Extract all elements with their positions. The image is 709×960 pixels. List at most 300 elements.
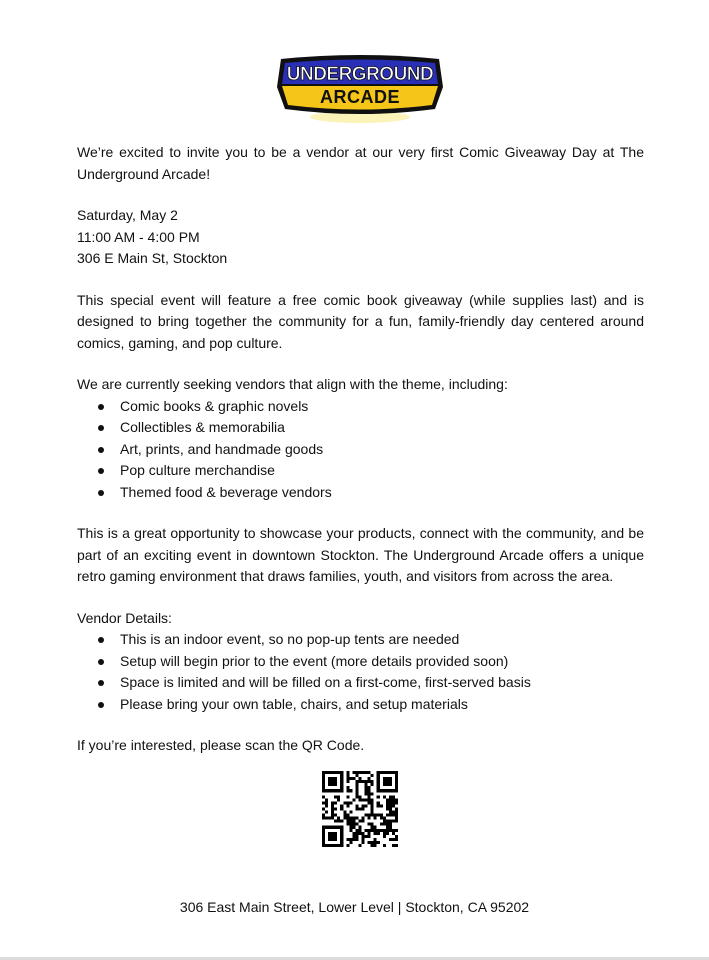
- qr-module: [392, 811, 395, 814]
- qr-module: [392, 798, 395, 801]
- qr-module: [383, 829, 386, 832]
- qr-module: [340, 780, 343, 783]
- qr-module: [334, 795, 337, 798]
- qr-module: [368, 829, 371, 832]
- opportunity-paragraph: This is a great opportunity to showcase your products, connect with the community, and be part of an exciting event in downtown Stockton. The Underground Arcade offers a unique retro gaming environment that draws families, youth, and visitors from across the area.: [77, 525, 644, 584]
- qr-module: [358, 795, 361, 798]
- qr-module: [383, 844, 386, 847]
- qr-module: [377, 780, 380, 783]
- qr-module: [377, 783, 380, 786]
- qr-module: [368, 792, 371, 795]
- qr-module: [331, 814, 334, 817]
- qr-module: [362, 798, 365, 801]
- qr-module: [389, 771, 392, 774]
- qr-module: [343, 814, 346, 817]
- qr-module: [322, 817, 325, 820]
- qr-module: [395, 835, 398, 838]
- qr-module: [395, 774, 398, 777]
- qr-module: [371, 783, 374, 786]
- qr-module: [358, 832, 361, 835]
- qr-module: [340, 786, 343, 789]
- qr-module: [346, 774, 349, 777]
- qr-module: [340, 804, 343, 807]
- qr-module: [386, 832, 389, 835]
- qr-module: [340, 771, 343, 774]
- list-item-text: Setup will begin prior to the event (more details provided soon): [120, 652, 509, 669]
- qr-module: [322, 829, 325, 832]
- qr-module: [355, 771, 358, 774]
- qr-module: [380, 789, 383, 792]
- qr-module: [328, 780, 331, 783]
- qr-module: [389, 777, 392, 780]
- qr-module: [352, 798, 355, 801]
- qr-module: [331, 832, 334, 835]
- qr-module: [371, 829, 374, 832]
- qr-module: [334, 783, 337, 786]
- qr-module: [331, 804, 334, 807]
- qr-module: [377, 795, 380, 798]
- qr-module: [346, 838, 349, 841]
- qr-module: [392, 820, 395, 823]
- qr-module: [352, 826, 355, 829]
- qr-module: [386, 798, 389, 801]
- event-time: 11:00 AM - 4:00 PM: [77, 228, 200, 245]
- qr-module: [322, 786, 325, 789]
- qr-module: [337, 820, 340, 823]
- qr-module: [346, 817, 349, 820]
- qr-module: [328, 789, 331, 792]
- qr-module: [352, 820, 355, 823]
- qr-module: [386, 801, 389, 804]
- qr-module: [377, 771, 380, 774]
- qr-code[interactable]: [322, 771, 398, 847]
- qr-module: [331, 771, 334, 774]
- qr-module: [386, 826, 389, 829]
- qr-module: [380, 829, 383, 832]
- qr-module: [395, 829, 398, 832]
- qr-module: [371, 780, 374, 783]
- qr-module: [374, 817, 377, 820]
- qr-module: [349, 777, 352, 780]
- qr-module: [325, 817, 328, 820]
- qr-module: [346, 777, 349, 780]
- qr-module: [322, 780, 325, 783]
- qr-module: [331, 807, 334, 810]
- qr-module: [346, 804, 349, 807]
- qr-module: [383, 771, 386, 774]
- qr-module: [371, 792, 374, 795]
- qr-module: [392, 789, 395, 792]
- qr-module: [349, 811, 352, 814]
- qr-module: [362, 780, 365, 783]
- cta-text: If you’re interested, please scan the QR Code.: [77, 737, 365, 753]
- qr-module: [322, 838, 325, 841]
- qr-module: [355, 817, 358, 820]
- qr-module: [355, 823, 358, 826]
- qr-module: [365, 798, 368, 801]
- qr-module: [340, 789, 343, 792]
- qr-module: [334, 820, 337, 823]
- qr-module: [325, 826, 328, 829]
- qr-module: [386, 780, 389, 783]
- qr-module: [331, 780, 334, 783]
- qr-module: [355, 780, 358, 783]
- qr-module: [395, 817, 398, 820]
- qr-module: [368, 801, 371, 804]
- qr-module: [346, 814, 349, 817]
- qr-module: [355, 786, 358, 789]
- qr-module: [358, 777, 361, 780]
- qr-module: [328, 826, 331, 829]
- qr-module: [377, 777, 380, 780]
- list-item: [77, 629, 644, 651]
- qr-module: [362, 841, 365, 844]
- qr-module: [374, 841, 377, 844]
- qr-module: [389, 789, 392, 792]
- qr-module: [349, 823, 352, 826]
- qr-module: [328, 838, 331, 841]
- qr-module: [392, 814, 395, 817]
- qr-module: [383, 789, 386, 792]
- qr-module: [383, 777, 386, 780]
- qr-module: [322, 844, 325, 847]
- qr-module: [322, 795, 325, 798]
- qr-module: [395, 844, 398, 847]
- qr-module: [365, 780, 368, 783]
- qr-module: [334, 814, 337, 817]
- qr-module: [389, 820, 392, 823]
- qr-module: [368, 795, 371, 798]
- qr-module: [340, 774, 343, 777]
- qr-module: [389, 814, 392, 817]
- qr-module: [346, 844, 349, 847]
- qr-module: [346, 823, 349, 826]
- qr-module: [331, 777, 334, 780]
- qr-module: [383, 832, 386, 835]
- qr-module: [371, 826, 374, 829]
- qr-module: [358, 829, 361, 832]
- qr-module: [328, 844, 331, 847]
- qr-module: [322, 771, 325, 774]
- qr-module: [352, 835, 355, 838]
- qr-module: [331, 838, 334, 841]
- qr-module: [392, 804, 395, 807]
- qr-module: [377, 801, 380, 804]
- qr-module: [340, 826, 343, 829]
- qr-module: [343, 801, 346, 804]
- qr-module: [340, 829, 343, 832]
- qr-module: [355, 829, 358, 832]
- qr-module: [358, 807, 361, 810]
- qr-module: [383, 795, 386, 798]
- qr-module: [389, 838, 392, 841]
- qr-module: [395, 807, 398, 810]
- qr-module: [380, 814, 383, 817]
- qr-module: [386, 829, 389, 832]
- qr-module: [362, 807, 365, 810]
- qr-module: [371, 814, 374, 817]
- qr-module: [395, 786, 398, 789]
- qr-module: [371, 798, 374, 801]
- qr-module: [368, 841, 371, 844]
- qr-module: [368, 777, 371, 780]
- qr-module: [358, 771, 361, 774]
- qr-module: [371, 823, 374, 826]
- qr-module: [368, 798, 371, 801]
- logo-line1: UNDERGROUND: [286, 64, 434, 85]
- list-item: [77, 396, 644, 418]
- qr-module: [386, 777, 389, 780]
- qr-module: [386, 820, 389, 823]
- bullet-icon: [98, 447, 104, 453]
- qr-module: [337, 817, 340, 820]
- qr-module: [337, 771, 340, 774]
- qr-module: [374, 838, 377, 841]
- vendor-details-list: [77, 629, 644, 715]
- qr-module: [383, 783, 386, 786]
- qr-module: [349, 789, 352, 792]
- qr-module: [352, 832, 355, 835]
- qr-module: [352, 777, 355, 780]
- qr-module: [340, 777, 343, 780]
- list-item: [77, 672, 644, 694]
- qr-module: [331, 801, 334, 804]
- qr-module: [355, 804, 358, 807]
- bullet-icon: [98, 425, 104, 431]
- qr-module: [395, 811, 398, 814]
- qr-module: [377, 789, 380, 792]
- qr-module: [355, 789, 358, 792]
- qr-module: [346, 771, 349, 774]
- qr-module: [325, 811, 328, 814]
- qr-module: [337, 826, 340, 829]
- qr-module: [325, 801, 328, 804]
- qr-module: [377, 841, 380, 844]
- qr-module: [392, 795, 395, 798]
- qr-module: [334, 801, 337, 804]
- qr-module: [340, 832, 343, 835]
- qr-module: [358, 826, 361, 829]
- qr-module: [322, 777, 325, 780]
- qr-module: [389, 801, 392, 804]
- qr-module: [362, 838, 365, 841]
- qr-module: [374, 829, 377, 832]
- qr-module: [383, 817, 386, 820]
- qr-module: [392, 838, 395, 841]
- qr-module: [395, 771, 398, 774]
- qr-module: [389, 804, 392, 807]
- qr-module: [346, 789, 349, 792]
- qr-module: [334, 780, 337, 783]
- qr-module: [340, 835, 343, 838]
- description-paragraph: This special event will feature a free comic book giveaway (while supplies last) and is designed to bring together the community for a fun, family-friendly day centered around comics, gaming, and pop culture.: [77, 291, 644, 351]
- qr-module: [365, 789, 368, 792]
- qr-module: [328, 783, 331, 786]
- list-item: [77, 439, 644, 461]
- qr-module: [346, 820, 349, 823]
- bullet-icon: [98, 404, 104, 410]
- qr-module: [340, 841, 343, 844]
- qr-module: [325, 804, 328, 807]
- qr-module: [334, 838, 337, 841]
- qr-module: [392, 771, 395, 774]
- qr-module: [392, 832, 395, 835]
- qr-module: [395, 838, 398, 841]
- qr-module: [349, 826, 352, 829]
- qr-module: [389, 826, 392, 829]
- qr-module: [365, 783, 368, 786]
- bullet-icon: [98, 468, 104, 474]
- qr-module: [371, 807, 374, 810]
- qr-module: [368, 789, 371, 792]
- qr-module: [331, 783, 334, 786]
- qr-module: [365, 792, 368, 795]
- qr-module: [380, 804, 383, 807]
- logo-line2: ARCADE: [319, 87, 401, 107]
- qr-module: [389, 780, 392, 783]
- list-item-text: Please bring your own table, chairs, and setup materials: [120, 695, 468, 712]
- qr-module: [322, 841, 325, 844]
- qr-module: [355, 832, 358, 835]
- qr-module: [389, 823, 392, 826]
- qr-module: [368, 835, 371, 838]
- qr-module: [377, 774, 380, 777]
- qr-module: [371, 801, 374, 804]
- bullet-icon: [98, 490, 104, 496]
- qr-module: [337, 789, 340, 792]
- qr-module: [334, 777, 337, 780]
- qr-module: [358, 798, 361, 801]
- qr-module: [328, 771, 331, 774]
- list-item-text: Comic books & graphic novels: [120, 397, 309, 414]
- qr-module: [395, 798, 398, 801]
- qr-module: [352, 771, 355, 774]
- qr-module: [352, 823, 355, 826]
- qr-module: [368, 771, 371, 774]
- qr-module: [355, 807, 358, 810]
- qr-module: [365, 835, 368, 838]
- bullet-icon: [98, 637, 104, 643]
- qr-module: [377, 804, 380, 807]
- qr-module: [377, 832, 380, 835]
- bullet-icon: [98, 659, 104, 665]
- flyer-body: [77, 142, 644, 757]
- qr-module: [383, 823, 386, 826]
- intro-paragraph: We’re excited to invite you to be a vendor at our very first Comic Giveaway Day at The Underground Arcade!: [77, 144, 644, 182]
- qr-module: [331, 811, 334, 814]
- qr-module: [340, 844, 343, 847]
- bullet-icon: [98, 702, 104, 708]
- qr-module: [374, 814, 377, 817]
- qr-module: [386, 771, 389, 774]
- qr-module: [325, 798, 328, 801]
- qr-module: [334, 832, 337, 835]
- qr-module: [395, 777, 398, 780]
- qr-module: [362, 835, 365, 838]
- qr-module: [331, 789, 334, 792]
- qr-module: [374, 844, 377, 847]
- bullet-icon: [98, 680, 104, 686]
- qr-module: [349, 829, 352, 832]
- qr-module: [362, 817, 365, 820]
- qr-module: [325, 844, 328, 847]
- qr-module: [374, 832, 377, 835]
- qr-module: [334, 771, 337, 774]
- qr-module: [328, 777, 331, 780]
- qr-module: [346, 801, 349, 804]
- qr-module: [365, 771, 368, 774]
- qr-module: [371, 804, 374, 807]
- qr-module: [355, 795, 358, 798]
- qr-module: [365, 786, 368, 789]
- qr-module: [331, 826, 334, 829]
- qr-module: [362, 820, 365, 823]
- qr-module: [352, 817, 355, 820]
- qr-module: [365, 814, 368, 817]
- qr-module: [358, 820, 361, 823]
- qr-module: [355, 835, 358, 838]
- qr-module: [380, 817, 383, 820]
- qr-module: [362, 771, 365, 774]
- qr-module: [392, 829, 395, 832]
- qr-module: [358, 844, 361, 847]
- qr-module: [331, 817, 334, 820]
- list-item-text: Art, prints, and handmade goods: [120, 440, 324, 457]
- qr-module: [337, 798, 340, 801]
- qr-module: [362, 804, 365, 807]
- qr-module: [337, 844, 340, 847]
- qr-module: [334, 844, 337, 847]
- qr-module: [368, 817, 371, 820]
- vendor-details-heading: Vendor Details:: [77, 609, 172, 626]
- qr-module: [346, 786, 349, 789]
- qr-module: [328, 817, 331, 820]
- qr-module: [325, 789, 328, 792]
- event-date: Saturday, May 2: [77, 207, 178, 223]
- qr-module: [392, 844, 395, 847]
- list-item-text: This is an indoor event, so no pop-up tents are needed: [120, 631, 460, 647]
- qr-module: [377, 814, 380, 817]
- qr-module: [380, 771, 383, 774]
- list-item: [77, 460, 644, 482]
- qr-module: [340, 820, 343, 823]
- qr-module: [383, 780, 386, 783]
- qr-module: [322, 832, 325, 835]
- list-item-text: Themed food & beverage vendors: [120, 483, 332, 500]
- qr-module: [328, 832, 331, 835]
- qr-module: [322, 826, 325, 829]
- qr-module: [346, 780, 349, 783]
- qr-module: [349, 801, 352, 804]
- qr-module: [386, 823, 389, 826]
- qr-module: [386, 814, 389, 817]
- qr-module: [322, 807, 325, 810]
- list-item-text: Pop culture merchandise: [120, 462, 275, 478]
- qr-module: [349, 817, 352, 820]
- qr-module: [377, 829, 380, 832]
- qr-module: [389, 795, 392, 798]
- qr-module: [371, 841, 374, 844]
- qr-module: [346, 795, 349, 798]
- qr-module: [355, 838, 358, 841]
- list-item-text: Collectibles & memorabilia: [120, 419, 285, 435]
- qr-module: [362, 832, 365, 835]
- qr-module: [334, 826, 337, 829]
- qr-module: [328, 835, 331, 838]
- qr-module: [340, 783, 343, 786]
- qr-module: [343, 811, 346, 814]
- qr-module: [389, 807, 392, 810]
